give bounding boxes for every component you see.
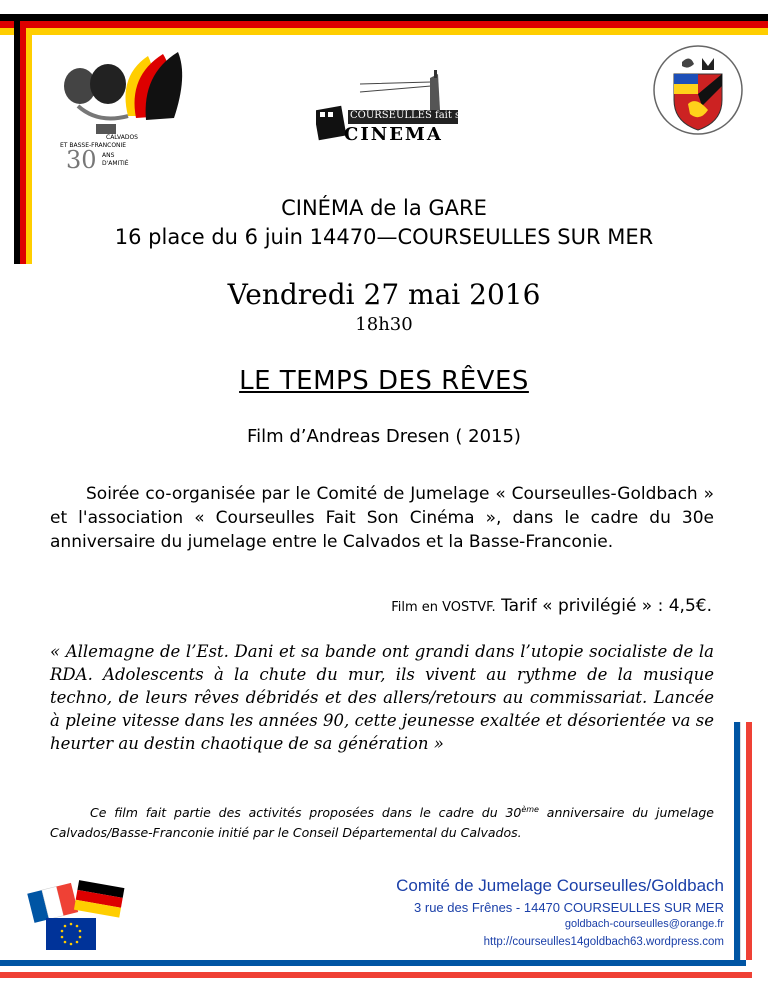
anniversary-note <box>50 800 714 843</box>
border-gold-top <box>0 28 768 35</box>
coat-of-arms-icon <box>652 44 744 136</box>
tarif-line <box>391 596 712 616</box>
eu-flag-icon <box>46 918 96 950</box>
film-synopsis: « Allemagne de l’Est. Dani et sa bande ont grandi dans l’utopie socialiste de la RDA. Adolescents à la chute du mur, ils vivent au rythme de la musique techno, de leurs rêves débridés et des allers/retours au commissariat. Lancée à pleine vitesse dans les années 90, cette jeunesse exaltée et désorientée va se heurter au destin chaotique de sa génération » <box>50 642 714 753</box>
cinema-logo-top: COURSEULLES fait son <box>350 110 473 121</box>
cinema-logo-main: CINEMA <box>344 124 443 145</box>
border-black-top <box>0 14 768 21</box>
note-after: anniversaire du jumelage Calvados/Basse-Franconie initié par le Conseil Départemental du Calvados. <box>50 805 714 841</box>
committee-address: 3 rue des Frênes - 14470 COURSEULLES SUR MER <box>414 900 724 915</box>
event-time: 18h30 <box>355 314 413 335</box>
committee-email[interactable]: goldbach-courseulles@orange.fr <box>564 918 724 930</box>
jumelage-number: 30 <box>66 146 97 174</box>
flags-graphic <box>24 880 134 952</box>
committee-website[interactable]: http://courseulles14goldbach63.wordpress.com <box>483 936 724 948</box>
note-before: Ce film fait partie des activités proposées dans le cadre du 30 <box>90 805 522 821</box>
border-red-right <box>746 722 752 960</box>
tarif-version: Film en VOSTVF. <box>391 600 496 615</box>
jumelage-suffix2: D'AMITIÉ <box>102 160 129 167</box>
event-date: Vendredi 27 mai 2016 <box>227 278 541 311</box>
venue-name: CINÉMA de la GARE <box>281 196 487 220</box>
jumelage-suffix1: ANS <box>102 152 115 159</box>
flags-group <box>24 880 134 952</box>
jumelage-line1: CALVADOS <box>106 134 138 141</box>
committee-name: Comité de Jumelage Courseulles/Goldbach <box>396 876 724 895</box>
venue-address: 16 place du 6 juin 14470—COURSEULLES SUR MER <box>114 225 654 249</box>
event-description: Soirée co-organisée par le Comité de Jumelage « Courseulles-Goldbach » et l'association « Courseulles Fait Son Cinéma », dans le cadre du 30e anniversaire du jumelage entre le Calvados et la Basse-Franconie. <box>50 484 714 552</box>
film-director: Film d’Andreas Dresen ( 2015) <box>247 426 521 447</box>
border-red-bottom <box>0 972 752 978</box>
jumelage-logo-graphic <box>58 46 188 128</box>
border-red-top <box>0 21 768 28</box>
jumelage-logo <box>58 46 188 176</box>
note-sup: ème <box>521 805 539 814</box>
jumelage-line2: ET BASSE-FRANCONIE <box>60 142 127 149</box>
cinema-logo <box>316 70 473 150</box>
french-flag-icon <box>27 883 78 923</box>
german-flag-icon <box>74 880 125 918</box>
tarif-price: Tarif « privilégié » : 4,5€. <box>501 596 712 616</box>
film-title: LE TEMPS DES RÊVES <box>239 366 529 396</box>
